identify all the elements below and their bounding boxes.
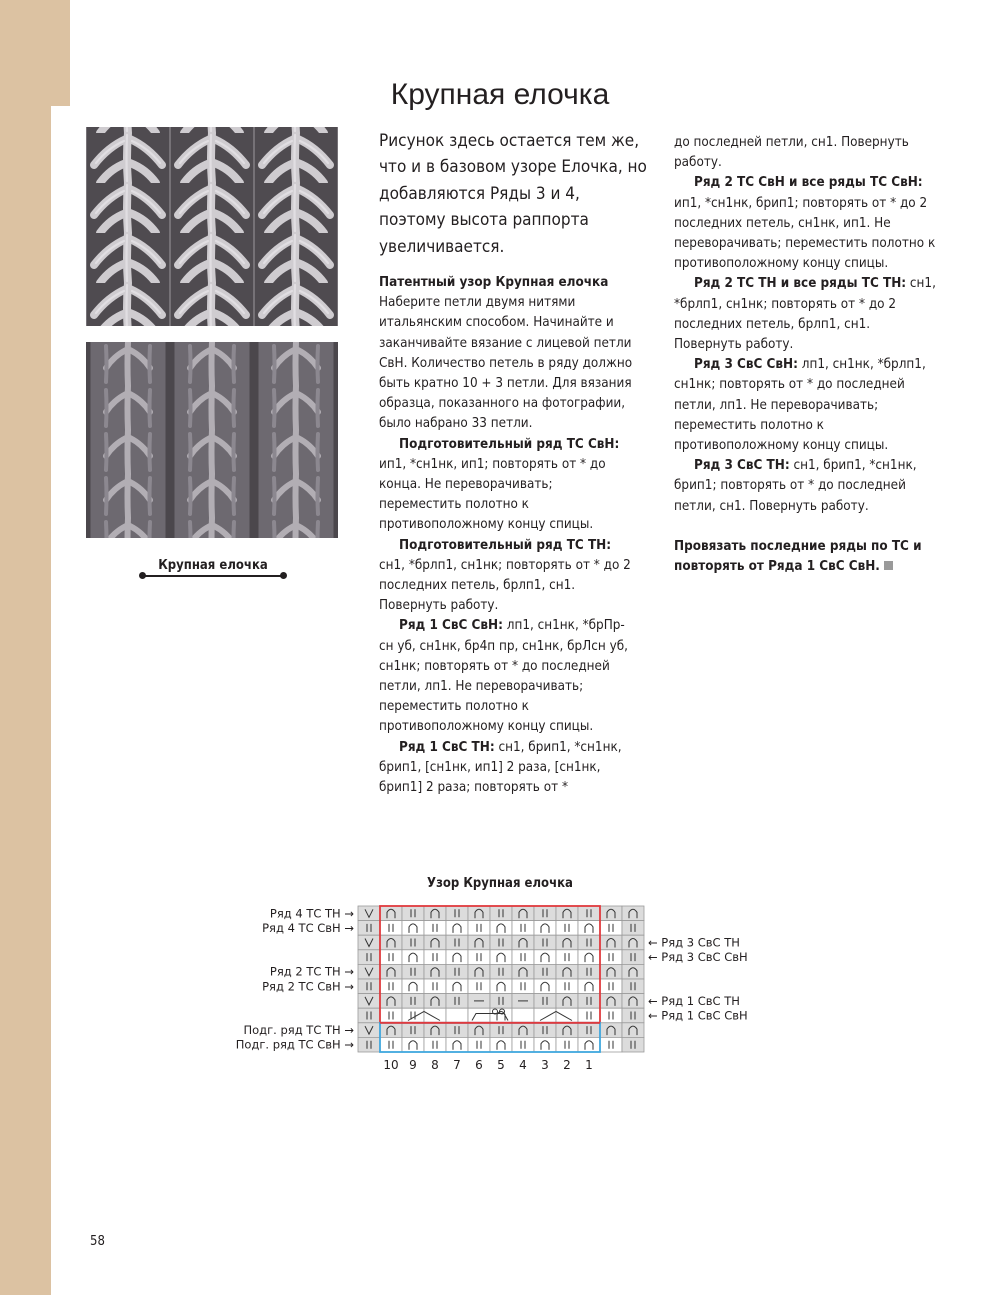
chart-cell: [402, 950, 424, 965]
chart-cell: [578, 921, 600, 936]
chart-cell: [424, 979, 446, 994]
chart-row-label-left: Ряд 2 ТС СвН →: [262, 979, 354, 994]
chart-cell: [468, 1023, 490, 1038]
chart-cell: [380, 921, 402, 936]
chart-cell: [424, 950, 446, 965]
chart-cell: [578, 1008, 600, 1023]
chart-cell: [490, 1037, 512, 1052]
row-3-dark: Ряд 3 СвС ТН: сн1, брип1, *сн1нк, брип1; повторять от * до последней петли, сн1. Повернуть работу.: [674, 458, 917, 514]
chart-cell: [468, 906, 490, 921]
chart-row-label-right: ← Ряд 3 СвС СвН: [648, 950, 748, 965]
chart-cell: [578, 964, 600, 979]
chart-cell: [556, 935, 578, 950]
chart-cell: [578, 994, 600, 1009]
chart-cell: [556, 964, 578, 979]
chart-cell: [534, 1008, 556, 1023]
chart-cell: [512, 1037, 534, 1052]
chart-cell: [380, 950, 402, 965]
chart-cell: [468, 964, 490, 979]
chart-cell: [490, 994, 512, 1009]
chart-row-label-left: Подг. ряд ТС СвН →: [235, 1037, 354, 1052]
chart-cell: [556, 979, 578, 994]
chart-cell: [578, 906, 600, 921]
chart-cell: [380, 1023, 402, 1038]
chart-cell: [380, 1008, 402, 1023]
row-1-light: Ряд 1 СвС СвН: лп1, сн1нк, *брПр-сн уб, сн1нк, бр4п пр, сн1нк, брЛсн уб, сн1нк; повторять от * до последней петли, лп1. Не переворачивать; переместить полотно к противоположному концу спицы.: [379, 618, 628, 735]
chart-cell: [446, 1037, 468, 1052]
chart-row-label-right: ← Ряд 1 СвС СвН: [648, 1008, 748, 1023]
chart-cell: [534, 994, 556, 1009]
chart-cell: [424, 1008, 446, 1023]
chart-cell: [358, 921, 380, 936]
chart-cell: [358, 1037, 380, 1052]
chart-column-number: 7: [453, 1058, 461, 1072]
chart-cell: [578, 1023, 600, 1038]
chart-cell: [380, 906, 402, 921]
chart-cell: [402, 1008, 424, 1023]
chart-cell: [468, 921, 490, 936]
chart-cell: [490, 950, 512, 965]
chart-cell: [622, 935, 644, 950]
chart-cell: [446, 921, 468, 936]
prep-row-1: Подготовительный ряд ТС СвН: ип1, *сн1нк, ип1; повторять от * до конца. Не переворачивать; переместить полотно к противоположному концу спицы.: [379, 436, 620, 533]
chart-row-label-left: Подг. ряд ТС ТН →: [243, 1023, 354, 1038]
chart-cell: [358, 950, 380, 965]
chart-cell: [490, 921, 512, 936]
intro-text: Рисунок здесь остается тем же, что и в базовом узоре Елочка, но добавляются Ряды 3 и 4, поэтому высота раппорта увеличивается.: [379, 131, 647, 257]
chart-cell: [622, 1008, 644, 1023]
chart-cell: [446, 950, 468, 965]
chart-cell: [578, 950, 600, 965]
chart-cell: [556, 1023, 578, 1038]
chart-cell: [622, 979, 644, 994]
chart-cell: [512, 979, 534, 994]
chart-cell: [512, 1008, 534, 1023]
caption-divider: [142, 575, 284, 577]
chart-cell: [556, 950, 578, 965]
chart-cell: [600, 950, 622, 965]
chart-cell: [424, 1023, 446, 1038]
knit-photo-dark: [86, 342, 338, 538]
chart-cell: [578, 1037, 600, 1052]
chart-cell: [622, 994, 644, 1009]
chart-cell: [380, 964, 402, 979]
chart-cell: [490, 1023, 512, 1038]
chart-cell: [512, 964, 534, 979]
chart-cell: [600, 1008, 622, 1023]
chart-cell: [534, 921, 556, 936]
chart-cell: [622, 950, 644, 965]
chart-cell: [468, 950, 490, 965]
chart-cell: [380, 979, 402, 994]
chart-cell: [402, 1037, 424, 1052]
side-band: [0, 0, 51, 1295]
chart-column-number: 8: [431, 1058, 439, 1072]
chart-cell: [600, 935, 622, 950]
knitting-chart: [230, 900, 770, 1075]
chart-cell: [622, 1037, 644, 1052]
chart-cell: [622, 1023, 644, 1038]
page-title: Крупная елочка: [390, 78, 610, 111]
chart-cell: [424, 1037, 446, 1052]
row-3-light: Ряд 3 СвС СвН: лп1, сн1нк, *брлп1, сн1нк; повторять от * до последней петли, лп1. Не переворачивать; переместить полотно к противоположному концу спицы.: [674, 357, 926, 454]
chart-row-label-right: ← Ряд 1 СвС ТН: [648, 993, 740, 1008]
chart-cell: [534, 964, 556, 979]
chart-cell: [556, 921, 578, 936]
chart-cell: [512, 1023, 534, 1038]
chart-cell: [512, 950, 534, 965]
chart-column-number: 5: [497, 1058, 505, 1072]
end-square-icon: [884, 561, 893, 570]
chart-cell: [424, 964, 446, 979]
top-band: [51, 0, 70, 106]
chart-column-number: 1: [585, 1058, 593, 1072]
chart-cell: [600, 964, 622, 979]
chart-cell: [402, 994, 424, 1009]
chart-cell: [490, 906, 512, 921]
chart-cell: [600, 921, 622, 936]
row-2-dark: Ряд 2 ТС ТН и все ряды ТС ТН: сн1, *брлп1, сн1нк; повторять от * до 2 последних петель, брлп1, сн1. Повернуть работу.: [674, 276, 936, 353]
chart-cell: [380, 994, 402, 1009]
chart-title: Узор Крупная елочка: [427, 876, 573, 891]
chart-cell: [380, 935, 402, 950]
final-instruction: Провязать последние ряды по ТС и повторять от Ряда 1 СвС СвН.: [674, 538, 922, 575]
chart-column-number: 2: [563, 1058, 571, 1072]
chart-column-number: 9: [409, 1058, 417, 1072]
chart-column-number: 3: [541, 1058, 549, 1072]
caption-dot-right: [280, 572, 287, 579]
chart-row-label-left: Ряд 4 ТС ТН →: [269, 906, 354, 921]
chart-cell: [556, 1037, 578, 1052]
chart-cell: [534, 906, 556, 921]
chart-cell: [402, 906, 424, 921]
chart-cell: [446, 994, 468, 1009]
chart-row-label-left: Ряд 4 ТС СвН →: [262, 920, 354, 935]
chart-cell: [600, 1037, 622, 1052]
chart-cell: [358, 979, 380, 994]
row-1-dark: Ряд 1 СвС ТН: сн1, брип1, *сн1нк, брип1, [сн1нк, ип1] 2 раза, [сн1нк, брип1] 2 раза; повторять от *: [379, 739, 622, 796]
chart-cell: [534, 1037, 556, 1052]
chart-cell: [402, 979, 424, 994]
chart-cell: [600, 979, 622, 994]
knit-photo-light: [86, 127, 338, 326]
chart-row-label-left: Ряд 2 ТС ТН →: [269, 964, 354, 979]
chart-cell: [446, 1008, 468, 1023]
chart-cell: [556, 1008, 578, 1023]
chart-cell: [446, 935, 468, 950]
chart-cell: [534, 979, 556, 994]
chart-cell: [578, 935, 600, 950]
chart-cell: [578, 979, 600, 994]
chart-cell: [380, 1037, 402, 1052]
chart-cell: [600, 994, 622, 1009]
chart-cell: [424, 935, 446, 950]
chart-cell: [358, 1008, 380, 1023]
continuation-text: до последней петли, сн1. Повернуть работу.: [674, 135, 909, 171]
instructions-column-1: [379, 273, 637, 798]
chart-cell: [512, 906, 534, 921]
chart-cell: [446, 1023, 468, 1038]
chart-cell: [402, 935, 424, 950]
chart-cell: [556, 906, 578, 921]
caption-dot-left: [139, 572, 146, 579]
chart-cell: [490, 979, 512, 994]
chart-cell: [402, 1023, 424, 1038]
cast-on-text: Наберите петли двумя нитями итальянским способом. Начинайте и заканчивайте вязание с лицевой петли СвН. Количество петель в ряду должно быть кратно 10 + 3 петли. Для вязания образца, показанного на фотографии, было набрано 33 петли.: [379, 295, 633, 432]
photo-caption: Крупная елочка: [158, 558, 268, 573]
chart-cell: [424, 906, 446, 921]
chart-column-number: 10: [383, 1058, 399, 1072]
chart-column-number: 4: [519, 1058, 527, 1072]
prep-row-2: Подготовительный ряд ТС ТН: сн1, *брлп1, сн1нк; повторять от * до 2 последних петель, брлп1, сн1. Повернуть работу.: [379, 537, 631, 614]
chart-cell: [446, 964, 468, 979]
chart-cell: [534, 950, 556, 965]
chart-row-label-right: ← Ряд 3 СвС ТН: [648, 935, 740, 950]
chart-cell: [622, 906, 644, 921]
chart-cell: [468, 1037, 490, 1052]
chart-cell: [534, 1023, 556, 1038]
chart-cell: [402, 964, 424, 979]
chart-cell: [468, 1008, 490, 1023]
chart-cell: [512, 935, 534, 950]
chart-cell: [468, 935, 490, 950]
chart-cell: [468, 979, 490, 994]
chart-cell: [446, 979, 468, 994]
chart-cell: [600, 906, 622, 921]
page-number: 58: [90, 1234, 105, 1249]
row-2-light: Ряд 2 ТС СвН и все ряды ТС СвН: ип1, *сн1нк, брип1; повторять от * до 2 последних петель, сн1нк, ип1. Не переворачивать; переместить полотно к противоположному концу спицы.: [674, 175, 936, 272]
chart-cell: [622, 921, 644, 936]
section-heading: Патентный узор Крупная елочка: [379, 275, 609, 290]
chart-cell: [490, 935, 512, 950]
instructions-column-2: [674, 133, 936, 577]
chart-cell: [556, 994, 578, 1009]
chart-cell: [490, 964, 512, 979]
chart-cell: [512, 921, 534, 936]
chart-cell: [600, 1023, 622, 1038]
chart-cell: [534, 935, 556, 950]
chart-column-number: 6: [475, 1058, 483, 1072]
chart-cell: [446, 906, 468, 921]
chart-cell: [622, 964, 644, 979]
chart-cell: [402, 921, 424, 936]
chart-cell: [424, 994, 446, 1009]
chart-cell: [424, 921, 446, 936]
